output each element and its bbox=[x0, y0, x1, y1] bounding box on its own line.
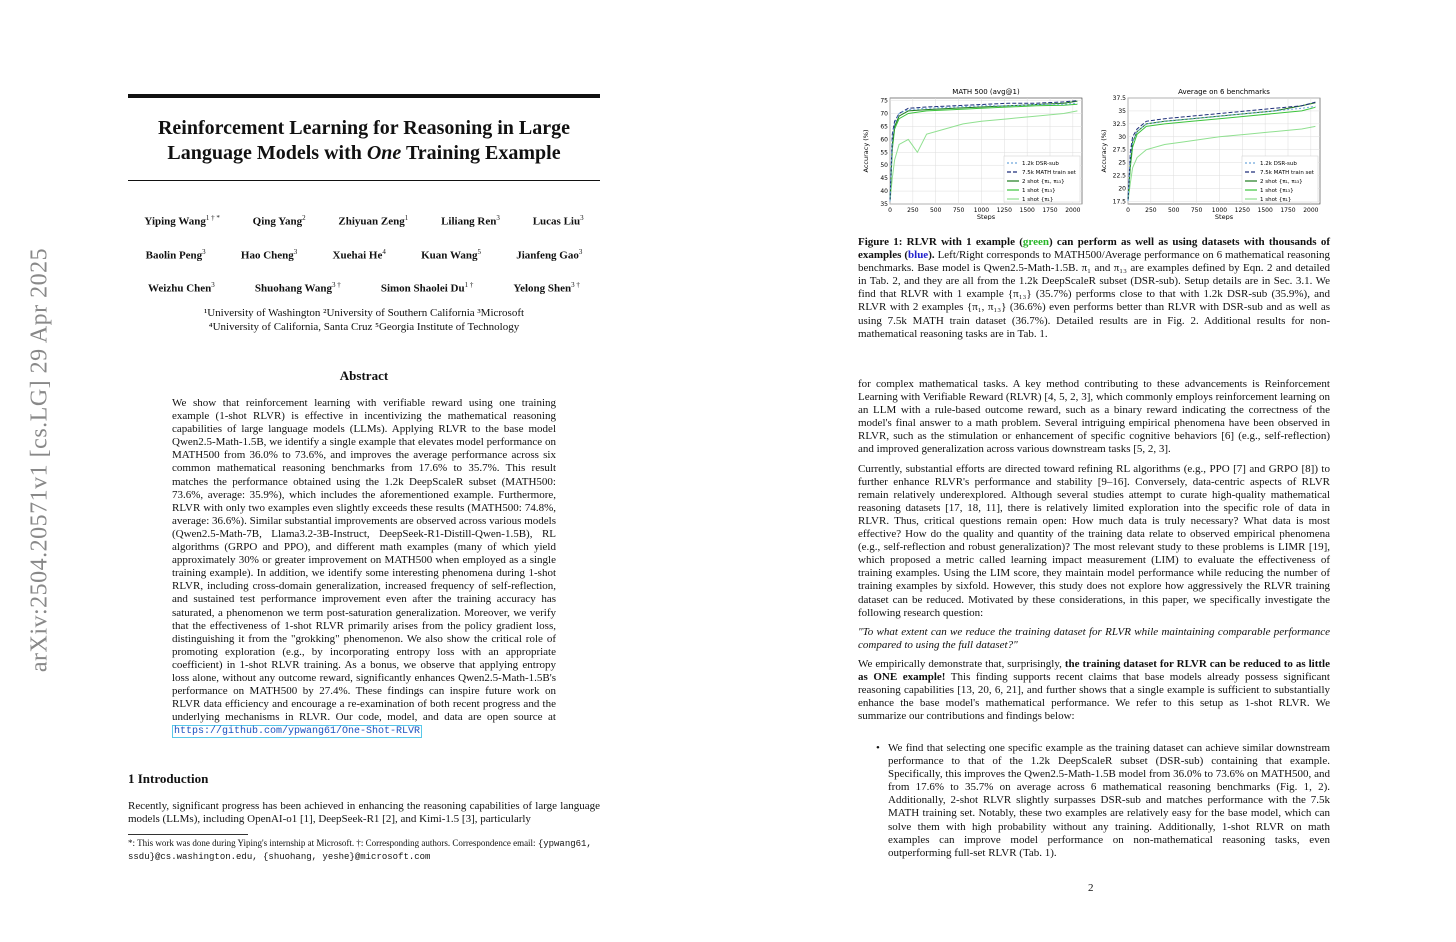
page-number: 2 bbox=[1088, 882, 1094, 894]
affiliations-line-2: ⁴University of California, Santa Cruz ⁵Georgia Institute of Technology bbox=[208, 321, 520, 333]
research-question-quote: "To what extent can we reduce the training dataset for RLVR while maintaining comparable performance compared to using the full dataset?" bbox=[858, 625, 1330, 651]
y-tick-label: 32.5 bbox=[1112, 120, 1126, 128]
authors-row-3 bbox=[128, 281, 600, 295]
body-paragraph-3: We empirically demonstrate that, surprisingly, the training dataset for RLVR can be reduced to as little as ONE example! This finding supports recent claims that base models already possess significant reasoning capabilities [13, 20, 6, 21], and further shows that a single example is sufficient to substantially enhance the base model's mathematical performance. We refer to this setup as 1-shot RLVR. We summarize our contributions and findings below: bbox=[858, 657, 1330, 723]
intro-paragraph: Recently, significant progress has been achieved in enhancing the reasoning capabilities of large language models (LLMs), including OpenAI-o1 [1], DeepSeek-R1 [2], and Kimi-1.5 [3], particularly bbox=[128, 800, 600, 826]
author-name: Simon Shaolei $Du^{1 \dagger}$ bbox=[380, 281, 474, 295]
legend-entry: 2 shot {π₁, π₁₃} bbox=[1022, 179, 1065, 185]
legend-entry: 2 shot {π₁, π₁₃} bbox=[1260, 179, 1303, 185]
x-tick-label: 2000 bbox=[1065, 207, 1081, 214]
author-name: Kuan Wang$^5$ bbox=[421, 248, 481, 262]
y-tick-label: 40 bbox=[880, 188, 888, 196]
y-axis-label: Accuracy (%) bbox=[1100, 129, 1108, 173]
title-line-1: Reinforcement Learning for Reasoning in Large bbox=[157, 117, 570, 139]
legend-entry: 1.2k DSR-sub bbox=[1022, 161, 1059, 167]
github-link[interactable]: https://github.com/ypwang61/One-Shot-RLVR bbox=[174, 726, 421, 738]
footnote-emails: {ypwang61, ssdu}@cs.washington.edu, {shuohang, yeshe}@microsoft.com bbox=[128, 839, 592, 862]
author-name: Weizhu Chen$^3$ bbox=[148, 281, 215, 295]
chart-title: Average on 6 benchmarks bbox=[1178, 88, 1270, 96]
title-bottom-rule bbox=[128, 180, 600, 181]
author-name: Zhiyuan Zeng$^1$ bbox=[338, 214, 409, 228]
y-tick-label: 50 bbox=[880, 162, 888, 170]
legend-entry: 7.5k MATH train set bbox=[1260, 170, 1314, 176]
title-top-rule bbox=[128, 94, 600, 98]
x-tick-label: 250 bbox=[907, 207, 919, 214]
abstract-text: We show that reinforcement learning with verifiable reward using one training example (1-shot RLVR) is effective in incentivizing the mathematical reasoning capabilities of large language models (LLMs). Applying RLVR to the base model Qwen2.5-Math-1.5B, we identify a single example that elevates model performance on MATH500 from 36.0% to 73.6%, and improves the average performance across six common mathematical reasoning benchmarks from 17.6% to 35.7%. This result matches the performance obtained using the 1.2k DeepScaleR subset (MATH500: 73.6%, average: 35.9%), which includes the aforementioned example. Furthermore, RLVR with only two examples even slightly exceeds these results (MATH500: 74.8%, average: 36.6%). Similar substantial improvements are observed across various models (Qwen2.5-Math-7B, Llama3.2-3B-Instruct, DeepSeek-R1-Distill-Qwen-1.5B), RL algorithms (GRPO and PPO), and different math examples (many of which yield approximately 30% or greater improvement on MATH500 when employed as a single training example). In addition, we identify some interesting phenomena during 1-shot RLVR, including cross-domain generalization, increased frequency of self-reflection, and sustained test performance improvement even after the training accuracy has saturated, a phenomenon we term post-saturation generalization. Moreover, we verify that the effectiveness of 1-shot RLVR primarily arises from the policy gradient loss, distinguishing it from the "grokking" phenomenon. We also show the critical role of promoting exploration (e.g., by incorporating entropy loss with an appropriate coefficient) in 1-shot RLVR training. As a bonus, we observe that applying entropy loss alone, without any outcome reward, significantly enhances Qwen2.5-Math-1.5B's performance on MATH500 by 27.4%. These findings can inspire future work on RLVR data efficiency and encourage a re-examination of both recent progress and the underlying mechanisms in RLVR. Our code, model, and data are open source at https://github.com/ypwang61/One-Shot-RLVR bbox=[172, 397, 556, 738]
author-name: Jianfeng Gao$^3$ bbox=[516, 248, 583, 262]
affiliations-line-1: ¹University of Washington ²University of Southern California ³Microsoft bbox=[203, 307, 525, 319]
y-tick-label: 30 bbox=[1118, 133, 1126, 141]
x-tick-label: 1250 bbox=[996, 207, 1012, 214]
y-tick-label: 45 bbox=[880, 175, 888, 183]
x-tick-label: 0 bbox=[888, 207, 892, 214]
y-tick-label: 22.5 bbox=[1112, 172, 1126, 180]
authors-row-1 bbox=[128, 214, 600, 228]
paper-title bbox=[128, 116, 600, 166]
x-tick-label: 500 bbox=[1167, 207, 1180, 214]
x-tick-label: 1000 bbox=[1211, 207, 1228, 214]
title-line-2: Language Models with One Training Example bbox=[167, 142, 561, 164]
x-tick-label: 1250 bbox=[1234, 207, 1250, 214]
x-tick-label: 1750 bbox=[1042, 207, 1058, 214]
y-axis-label: Accuracy (%) bbox=[862, 129, 870, 173]
x-tick-label: 2000 bbox=[1303, 207, 1319, 214]
author-name: Yiping Wang$^{1 \dagger *}$ bbox=[144, 214, 220, 228]
author-name: Hao Cheng$^3$ bbox=[240, 248, 298, 262]
footnote: *: This work was done during Yiping's internship at Microsoft. †: Corresponding authors. Correspondence email: {ypwang61, ssdu}@cs.washington.edu, {shuohang, yeshe}@microsoft.com bbox=[128, 838, 592, 862]
authors-row-2 bbox=[128, 248, 600, 262]
y-tick-label: 37.5 bbox=[1112, 95, 1126, 102]
y-tick-label: 25 bbox=[1118, 159, 1126, 167]
y-tick-label: 75 bbox=[880, 97, 888, 105]
x-tick-label: 750 bbox=[952, 207, 965, 214]
author-name: Liliang Ren$^3$ bbox=[441, 214, 500, 228]
y-tick-label: 35 bbox=[1118, 107, 1126, 115]
author-name: Yelong Shen$^{3 \dagger}$ bbox=[513, 281, 580, 295]
x-tick-label: 1000 bbox=[973, 207, 990, 214]
legend-entry: 1 shot {π₁₃} bbox=[1022, 188, 1056, 194]
author-name: Baolin Peng$^3$ bbox=[145, 248, 206, 262]
body-paragraph-2: Currently, substantial efforts are directed toward refining RL algorithms (e.g., PPO [7] and GRPO [8]) to further enhance RLVR's performance and stability [9–16]. Conversely, data-centric aspects of RLVR remain relatively underexplored. Although several studies attempt to curate high-quality mathematical reasoning datasets [17, 18, 11], there is relatively limited exploration into the specific role of data in RLVR. Thus, critical questions remain open: How much data is truly necessary? What data is most effective? How do the quality and quantity of the training data relate to observed empirical phenomena (e.g., self-reflection and robust generalization)? The most relevant study to these problems is LIMR [19], which proposed a metric called learning impact measurement (LIM) to evaluate the effectiveness of training examples. Using the LIM score, they maintain model performance while reducing the number of training examples by sixfold. However, this study does not explore how aggressively the RLVR training dataset can be reduced. Motivated by these considerations, in this paper, we specifically investigate the following research question: bbox=[858, 462, 1330, 619]
body-text bbox=[858, 378, 1330, 729]
x-tick-label: 1500 bbox=[1019, 207, 1035, 214]
x-axis-label: Steps bbox=[976, 213, 996, 220]
author-name: Lucas Liu$^3$ bbox=[532, 214, 584, 228]
figure-caption: Figure 1: RLVR with 1 example (green) can perform as well as using datasets with thousands of examples (blue). Left/Right corresponds to MATH500/Average performance on 6 mathematical reasoning benchmarks. Base model is Qwen2.5-Math-1.5B. π₁ and π₁₃ are examples defined by Eqn. 2 and detailed in Tab. 2, and they are all from the 1.2k DeepScaleR subset (DSR-sub). Setup details are in Sec. 3.1. We find that RLVR with 1 example {π₁₃} (35.7%) performs close to that with 1.2k DSR-sub (35.9%), and RLVR with 2 examples {π₁, π₁₃} (36.6%) even performs better than RLVR with DSR-sub and as well as using 7.5k MATH train dataset (36.7%). Detailed results are in Fig. 2. Additional results for non-mathematical reasoning tasks are in Tab. 1. bbox=[858, 236, 1331, 340]
chart-math500-svg bbox=[860, 88, 1090, 220]
legend-entry: 1 shot {π₁} bbox=[1022, 197, 1054, 203]
chart-average-svg bbox=[1098, 88, 1328, 220]
x-tick-label: 1750 bbox=[1280, 207, 1296, 214]
chart-title: MATH 500 (avg@1) bbox=[952, 88, 1020, 96]
body-paragraph-1: for complex mathematical tasks. A key method contributing to these advancements is Reinforcement Learning with Verifiable Reward (RLVR) [4, 5, 2, 3], which commonly employs reinforcement learning on an LLM with a rule-based outcome reward, such as a binary reward indicating the correctness of the model's final answer to a math problem. Several intriguing empirical phenomena have been observed in RLVR, such as the stimulation or enhancement of specific cognitive behaviors [6] (e.g., self-reflection) and improved generalization across various downstream tasks [5, 2, 3]. bbox=[858, 378, 1330, 456]
contribution-bullet: We find that selecting one specific example as the training dataset can achieve similar downstream performance to that of the 1.2k DeepScaleR subset (DSR-sub) containing that example. Specifically, this improves the Qwen2.5-Math-1.5B model from 36.0% to 73.6% on MATH500, and from 17.6% to 35.7% on average across 6 mathematical reasoning benchmarks (Fig. 1, 2). Additionally, 2-shot RLVR slightly surpasses DSR-sub and matches performance with the 7.5k MATH training set. Notably, these two examples are relatively easy for the base model, which can solve them with high probability without any training. Additionally, 1-shot RLVR on math examples can improve model performance on non-mathematical reasoning tasks, even outperforming full-set RLVR (Tab. 1). bbox=[888, 742, 1330, 859]
y-tick-label: 65 bbox=[880, 123, 888, 131]
section-heading-introduction: 1 Introduction bbox=[128, 771, 209, 786]
legend-entry: 7.5k MATH train set bbox=[1022, 170, 1076, 176]
y-tick-label: 70 bbox=[880, 110, 888, 118]
y-tick-label: 35 bbox=[880, 201, 888, 208]
author-name: Shuohang Wang$^{3 \dagger}$ bbox=[254, 281, 341, 295]
author-name: Qing Yang$^2$ bbox=[252, 214, 306, 228]
x-tick-label: 500 bbox=[929, 207, 942, 214]
y-tick-label: 60 bbox=[880, 136, 888, 144]
x-tick-label: 250 bbox=[1145, 207, 1157, 214]
y-tick-label: 55 bbox=[880, 149, 888, 157]
author-name: Xuehai He$^4$ bbox=[332, 248, 386, 262]
x-axis-label: Steps bbox=[1214, 213, 1234, 220]
legend-entry: 1 shot {π₁} bbox=[1260, 197, 1292, 203]
y-tick-label: 20 bbox=[1118, 185, 1126, 193]
chart-average bbox=[1098, 88, 1328, 220]
chart-math500 bbox=[860, 88, 1090, 220]
abstract-heading: Abstract bbox=[339, 368, 389, 383]
y-tick-label: 27.5 bbox=[1112, 146, 1126, 154]
footnote-rule bbox=[128, 834, 248, 835]
x-tick-label: 0 bbox=[1126, 207, 1130, 214]
x-tick-label: 750 bbox=[1190, 207, 1203, 214]
y-tick-label: 17.5 bbox=[1112, 198, 1126, 206]
legend-entry: 1.2k DSR-sub bbox=[1260, 161, 1297, 167]
bullet-marker: • bbox=[876, 742, 880, 754]
arxiv-stamp: arXiv:2504.20571v1 [cs.LG] 29 Apr 2025 bbox=[26, 247, 53, 673]
legend-entry: 1 shot {π₁₃} bbox=[1260, 188, 1294, 194]
x-tick-label: 1500 bbox=[1257, 207, 1273, 214]
